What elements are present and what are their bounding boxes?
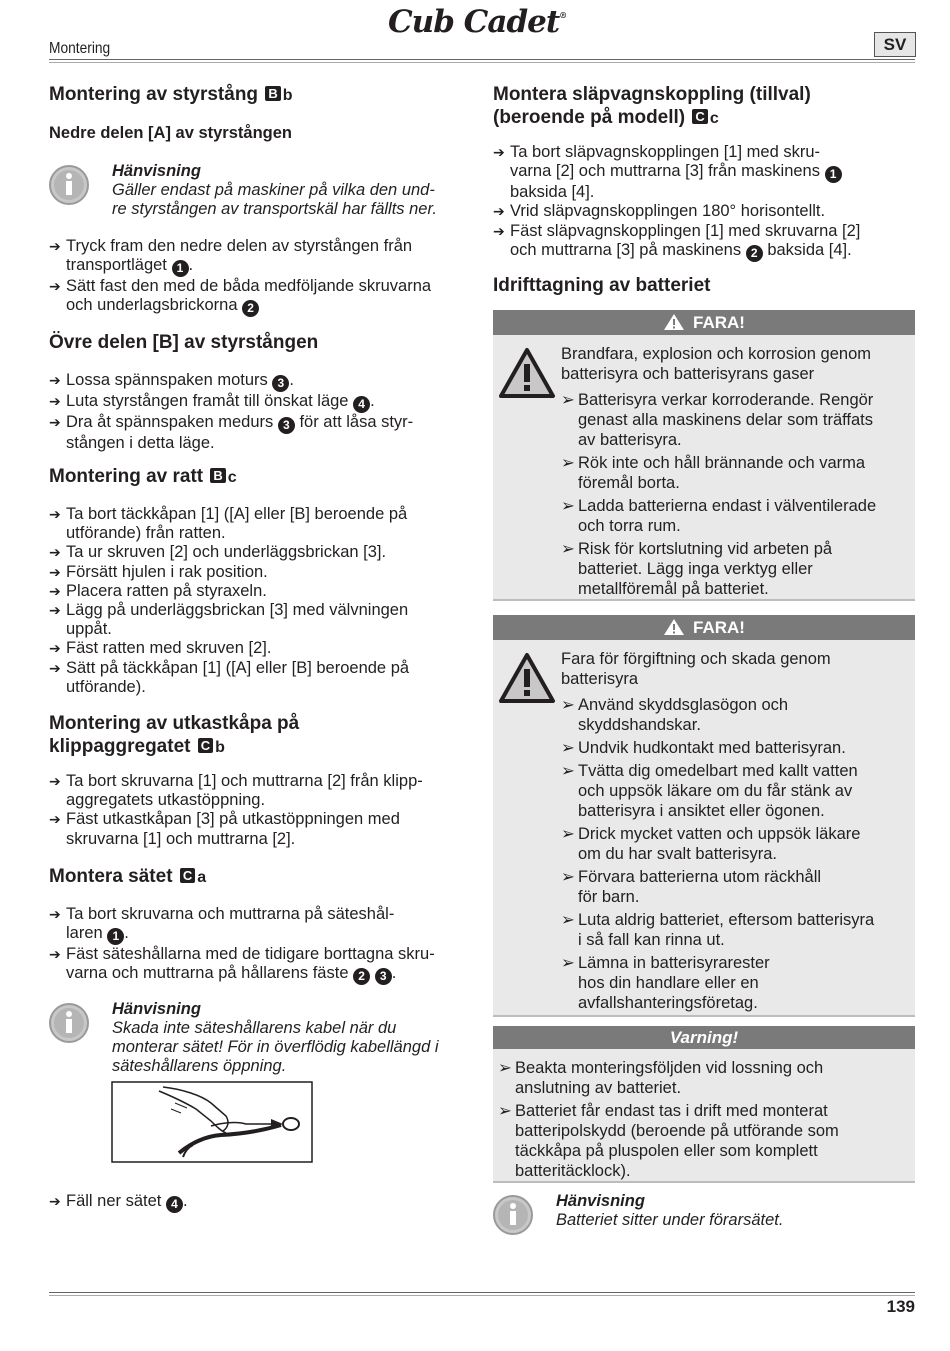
heading-batteri: Idrifttagning av batteriet [493,275,711,296]
section-label: Montering [49,40,111,57]
list-item: ➢ Tvätta dig omedelbart med kallt vatten och uppsök läkare om du får stänk av batterisyra i ansiktet eller ögonen. [561,762,858,820]
step-item: ➔ Placera ratten på styraxeln. [49,581,267,600]
note-kabel: Hänvisning Skada inte säteshållarens kabel när du monterar sätet! För in överflödig kabellängd i säteshållarens öppning. [112,1000,439,1075]
step-item: ➔ Fäst säteshållarna med de tidigare borttagna skru- varna och muttrarna på hållarens fäste 2 3 . [49,945,435,984]
subheading-nedre: Nedre delen [A] av styrstången [49,124,292,142]
warning-triangle-icon [663,313,685,331]
footer-rule-secondary [49,1295,915,1296]
steps-koppling [493,143,913,262]
step-item: ➔ Dra åt spännspaken medurs 3 för att låsa styr- stången i detta läge. [49,413,414,452]
step-item: ➔ Tryck fram den nedre delen av styrstången från transportläget 1 . [49,237,413,276]
list-item: ➢ Luta aldrig batteriet, eftersom batterisyra i så fall kan rinna ut. [561,911,875,949]
steps-ovre [49,371,479,453]
danger-list-2: Fara för förgiftning och skada genom batterisyra ➢ Använd skyddsglasögon och skyddshandskar. ➢ Undvik hudkontakt med batterisyran. ➢ Tvätta dig omedelbart med kallt vatten och uppsök läkare om du får stänk av batterisyra i ansiktet eller ögonen. ➢ Drick mycket vatten och uppsök läkare om du har svalt batterisyra. ➢ Förvara batterierna utom räckhåll för barn. ➢ Luta aldrig batteriet, eftersom batterisyra i så fall kan rinna ut. ➢ Lämna in batterisyrarester hos din handlare eller en avfallshanteringsföretag. [561,649,911,1016]
list-item: ➢ Förvara batterierna utom räckhåll för barn. [561,868,822,906]
note-batteri: Hänvisning Batteriet sitter under förarsätet. [556,1192,784,1229]
list-item: ➢ Batteriet får endast tas i drift med monterat batteripolskydd (beroende på utförande som täckkåpa på pluspolen eller som komplett batteritäcklock). [498,1102,839,1180]
steps-utkast [49,772,479,849]
step-item: ➔ Fäst ratten med skruven [2]. [49,639,272,658]
step-item: ➔ Fäst utkastkåpan [3] på utkastöppningen med skruvarna [1] och muttrarna [2]. [49,810,400,848]
step-item: ➔ Fäst släpvagnskopplingen [1] med skruvarna [2] och muttrarna [3] på maskinens 2 baksida [4]. [493,221,861,260]
info-icon [48,164,90,206]
heading-satet: Montera sätet C a [49,866,207,887]
heading-ovre: Övre delen [B] av styrstången [49,332,319,353]
heading-utkast: Montering av utkastkåpa på klippaggregatet C b [49,713,300,757]
step-item: ➔ Sätt fast den med de båda medföljande skruvarna och underlagsbrickorna 2 [49,277,432,316]
step-item: ➔ Ta bort släpvagnskopplingen [1] med skru- varna [2] och muttrarna [3] från maskinens 1 baksida [4]. [493,143,913,202]
cable-illustration [111,1081,313,1163]
info-icon [492,1194,534,1236]
steps-nedre [49,237,479,317]
warning-triangle-icon [498,652,556,704]
step-item: ➔ Ta bort täckkåpan [1] ([A] eller [B] beroende på utförande) från ratten. [49,505,408,543]
step-item: ➔ Luta styrstången framåt till önskat läge 4 . [49,392,375,411]
header-rule-secondary [49,62,915,63]
warning-list [498,1058,910,1184]
step-item: ➔ Försätt hjulen i rak position. [49,562,268,581]
heading-koppling: Montera släpvagnskoppling (tillval) (beroende på modell) C c [493,84,811,128]
heading-styrstang: Montering av styrstång B b [49,84,293,105]
steps-ratt [49,505,479,697]
brand-logo: Cub Cadet® [388,4,568,40]
danger-bar: FARA! [493,615,915,640]
step-fall-satet [49,1192,479,1213]
step-item: ➔ Ta ur skruven [2] och underläggsbrickan [3]. [49,543,387,562]
list-item: ➢ Batterisyra verkar korroderande. Rengör genast alla maskinens delar som träffats av batterisyra. [561,391,874,449]
step-item: ➔ Sätt på täckkåpan [1] ([A] eller [B] beroende på utförande). [49,658,410,696]
list-item: ➢ Använd skyddsglasögon och skyddshandskar. [561,696,789,734]
steps-satet [49,905,479,985]
info-icon [48,1002,90,1044]
list-item: ➢ Undvik hudkontakt med batterisyran. [561,739,846,757]
step-item: ➔ Ta bort skruvarna [1] och muttrarna [2] från klipp- aggregatets utkastöppning. [49,772,423,810]
warning-triangle-icon [498,347,556,399]
step-item: ➔ Lossa spännspaken moturs 3 . [49,371,294,390]
warning-bar: Varning! [493,1026,915,1049]
danger-list-1: Brandfara, explosion och korrosion genom batterisyra och batterisyrans gaser ➢ Batterisyra verkar korroderande. Rengör genast alla maskinens delar som träffats av batterisyra. ➢ Rök inte och håll brännande och varma föremål borta. ➢ Ladda batterierna endast i välventilerade och torra rum. ➢ Risk för kortslutning vid arbeten på batteriet. Lägg inga verktyg eller metallföremål på batteriet. [561,344,911,602]
step-item: ➔ Vrid släpvagnskopplingen 180° horisontellt. [493,202,826,221]
list-item: ➢ Drick mycket vatten och uppsök läkare om du har svalt batterisyra. [561,825,861,863]
list-item: ➢ Risk för kortslutning vid arbeten på batteriet. Lägg inga verktyg eller metallföremål på batteriet. [561,540,833,598]
danger-bar: FARA! [493,310,915,335]
list-item: ➢ Rök inte och håll brännande och varma föremål borta. [561,454,866,492]
page-number: 139 [886,1297,915,1316]
note-galler-endast: Hänvisning Gäller endast på maskiner på vilka den und- re styrstången av transportskäl har fällts ner. [112,162,437,218]
list-item: ➢ Beakta monteringsföljden vid lossning och anslutning av batteriet. [498,1059,824,1097]
list-item: ➢ Lämna in batterisyrarester hos din handlare eller en avfallshanteringsföretag. [561,954,770,1012]
language-badge: SV [874,32,916,57]
heading-ratt: Montering av ratt B c [49,466,237,487]
step-item: ➔ Lägg på underläggsbrickan [3] med välvningen uppåt. [49,601,409,639]
step-item: ➔ Fäll ner sätet 4 . [49,1192,188,1211]
footer-rule [49,1292,915,1293]
step-item: ➔ Ta bort skruvarna och muttrarna på säteshål- laren 1 . [49,905,395,944]
list-item: ➢ Ladda batterierna endast i välventilerade och torra rum. [561,497,877,535]
warning-triangle-icon [663,618,685,636]
header-rule [49,59,915,60]
